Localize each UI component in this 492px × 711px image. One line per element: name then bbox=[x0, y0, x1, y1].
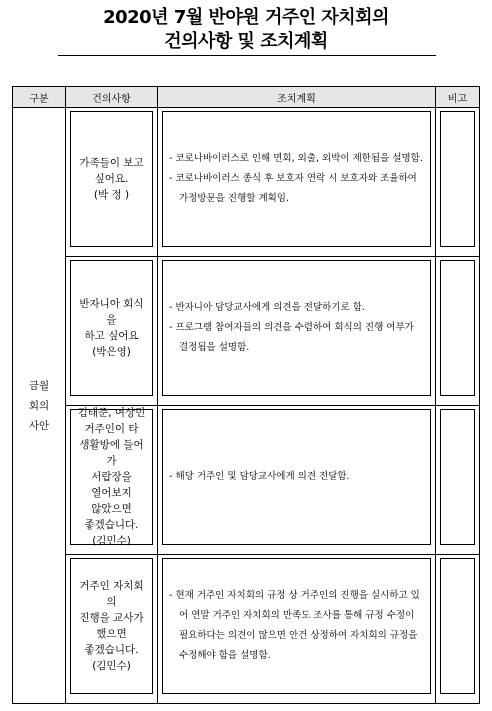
action-item: - 코로나바이러스로 인해 면회, 외출, 외박이 제한됨을 설명함. bbox=[169, 153, 423, 164]
action-item: - 코로나바이러스 종식 후 보호자 연락 시 보호자와 조율하여 가정방문을 진행할 계획임. bbox=[169, 173, 417, 204]
table-row bbox=[13, 555, 480, 704]
suggestion-cell bbox=[66, 108, 158, 257]
category-label-2: 회의 bbox=[28, 399, 50, 412]
suggestion-line: 했으면 bbox=[96, 628, 127, 640]
suggestion-line: 가족들이 보고 bbox=[79, 157, 144, 169]
suggestion-cell bbox=[66, 257, 158, 406]
action-item: - 현재 거주인 자치회의 규정 상 거주인의 진행을 실시하고 있어 연말 거주인 자치회의 만족도 조사를 통해 규정 수정이 필요하다는 의견이 많으면 안건 상정하여 자치회의 규정을 수정해야 함을 설명함. bbox=[169, 590, 420, 661]
suggestion-line: 않았으면 bbox=[91, 503, 132, 515]
suggestion-line: 좋겠습니다. bbox=[84, 644, 139, 656]
category-cell bbox=[13, 108, 66, 704]
suggestion-table bbox=[12, 86, 480, 704]
suggestion-line: 하고 싶어요 bbox=[84, 330, 139, 342]
suggestion-line: 진행을 교사가 bbox=[79, 612, 144, 624]
category-label-3: 사안 bbox=[28, 419, 50, 432]
suggestion-line: 생활방에 들어가 bbox=[79, 439, 144, 467]
title-line-2: 건의사항 및 조치계획 bbox=[164, 31, 328, 52]
suggestion-line: 반자니아 회식을 bbox=[79, 298, 144, 326]
suggestion-cell bbox=[66, 555, 158, 704]
note-cell bbox=[436, 257, 480, 406]
suggestion-line: 거주인이 타 bbox=[84, 423, 139, 435]
table-row bbox=[13, 406, 480, 555]
suggestion-line: 열어보지 bbox=[91, 487, 132, 499]
suggestion-line: (김민수) bbox=[92, 535, 131, 547]
table-row bbox=[13, 108, 480, 257]
suggestion-line: 싶어요. bbox=[94, 173, 129, 185]
action-item: - 프로그램 참여자들의 의견을 수렴하여 회식의 진행 여부가 결정됨을 설명함. bbox=[169, 322, 414, 353]
suggestion-line: 김태준, 여상민 bbox=[77, 407, 146, 419]
note-cell bbox=[436, 555, 480, 704]
header-note: 비고 bbox=[436, 87, 480, 108]
suggestion-line: (김민수) bbox=[92, 660, 131, 672]
note-cell bbox=[436, 108, 480, 257]
suggestion-line: 거주인 자치회의 bbox=[79, 580, 144, 608]
note-cell bbox=[436, 406, 480, 555]
suggestion-line: (박은영) bbox=[92, 346, 131, 358]
suggestion-line: (박 정 ) bbox=[93, 189, 130, 201]
document-title bbox=[0, 6, 492, 54]
header-suggestion: 건의사항 bbox=[66, 87, 158, 108]
action-cell bbox=[158, 406, 436, 555]
suggestion-line: 좋겠습니다. bbox=[84, 519, 139, 531]
table-row bbox=[13, 257, 480, 406]
title-line-1: 2020년 7월 반야원 거주인 자치회의 bbox=[103, 7, 389, 28]
action-item: - 해당 거주인 및 담당교사에게 의견 전달함. bbox=[169, 471, 350, 482]
action-cell bbox=[158, 555, 436, 704]
category-label-1: 금월 bbox=[28, 379, 50, 392]
suggestion-cell bbox=[66, 406, 158, 555]
header-action: 조치계획 bbox=[158, 87, 436, 108]
action-cell bbox=[158, 108, 436, 257]
title-underline bbox=[58, 55, 436, 56]
table-header-row bbox=[13, 87, 480, 108]
action-item: - 반자니아 담당교사에게 의견을 전달하기로 함. bbox=[169, 302, 365, 313]
header-category: 구분 bbox=[13, 87, 66, 108]
suggestion-line: 서랍장을 bbox=[91, 471, 132, 483]
action-cell bbox=[158, 257, 436, 406]
